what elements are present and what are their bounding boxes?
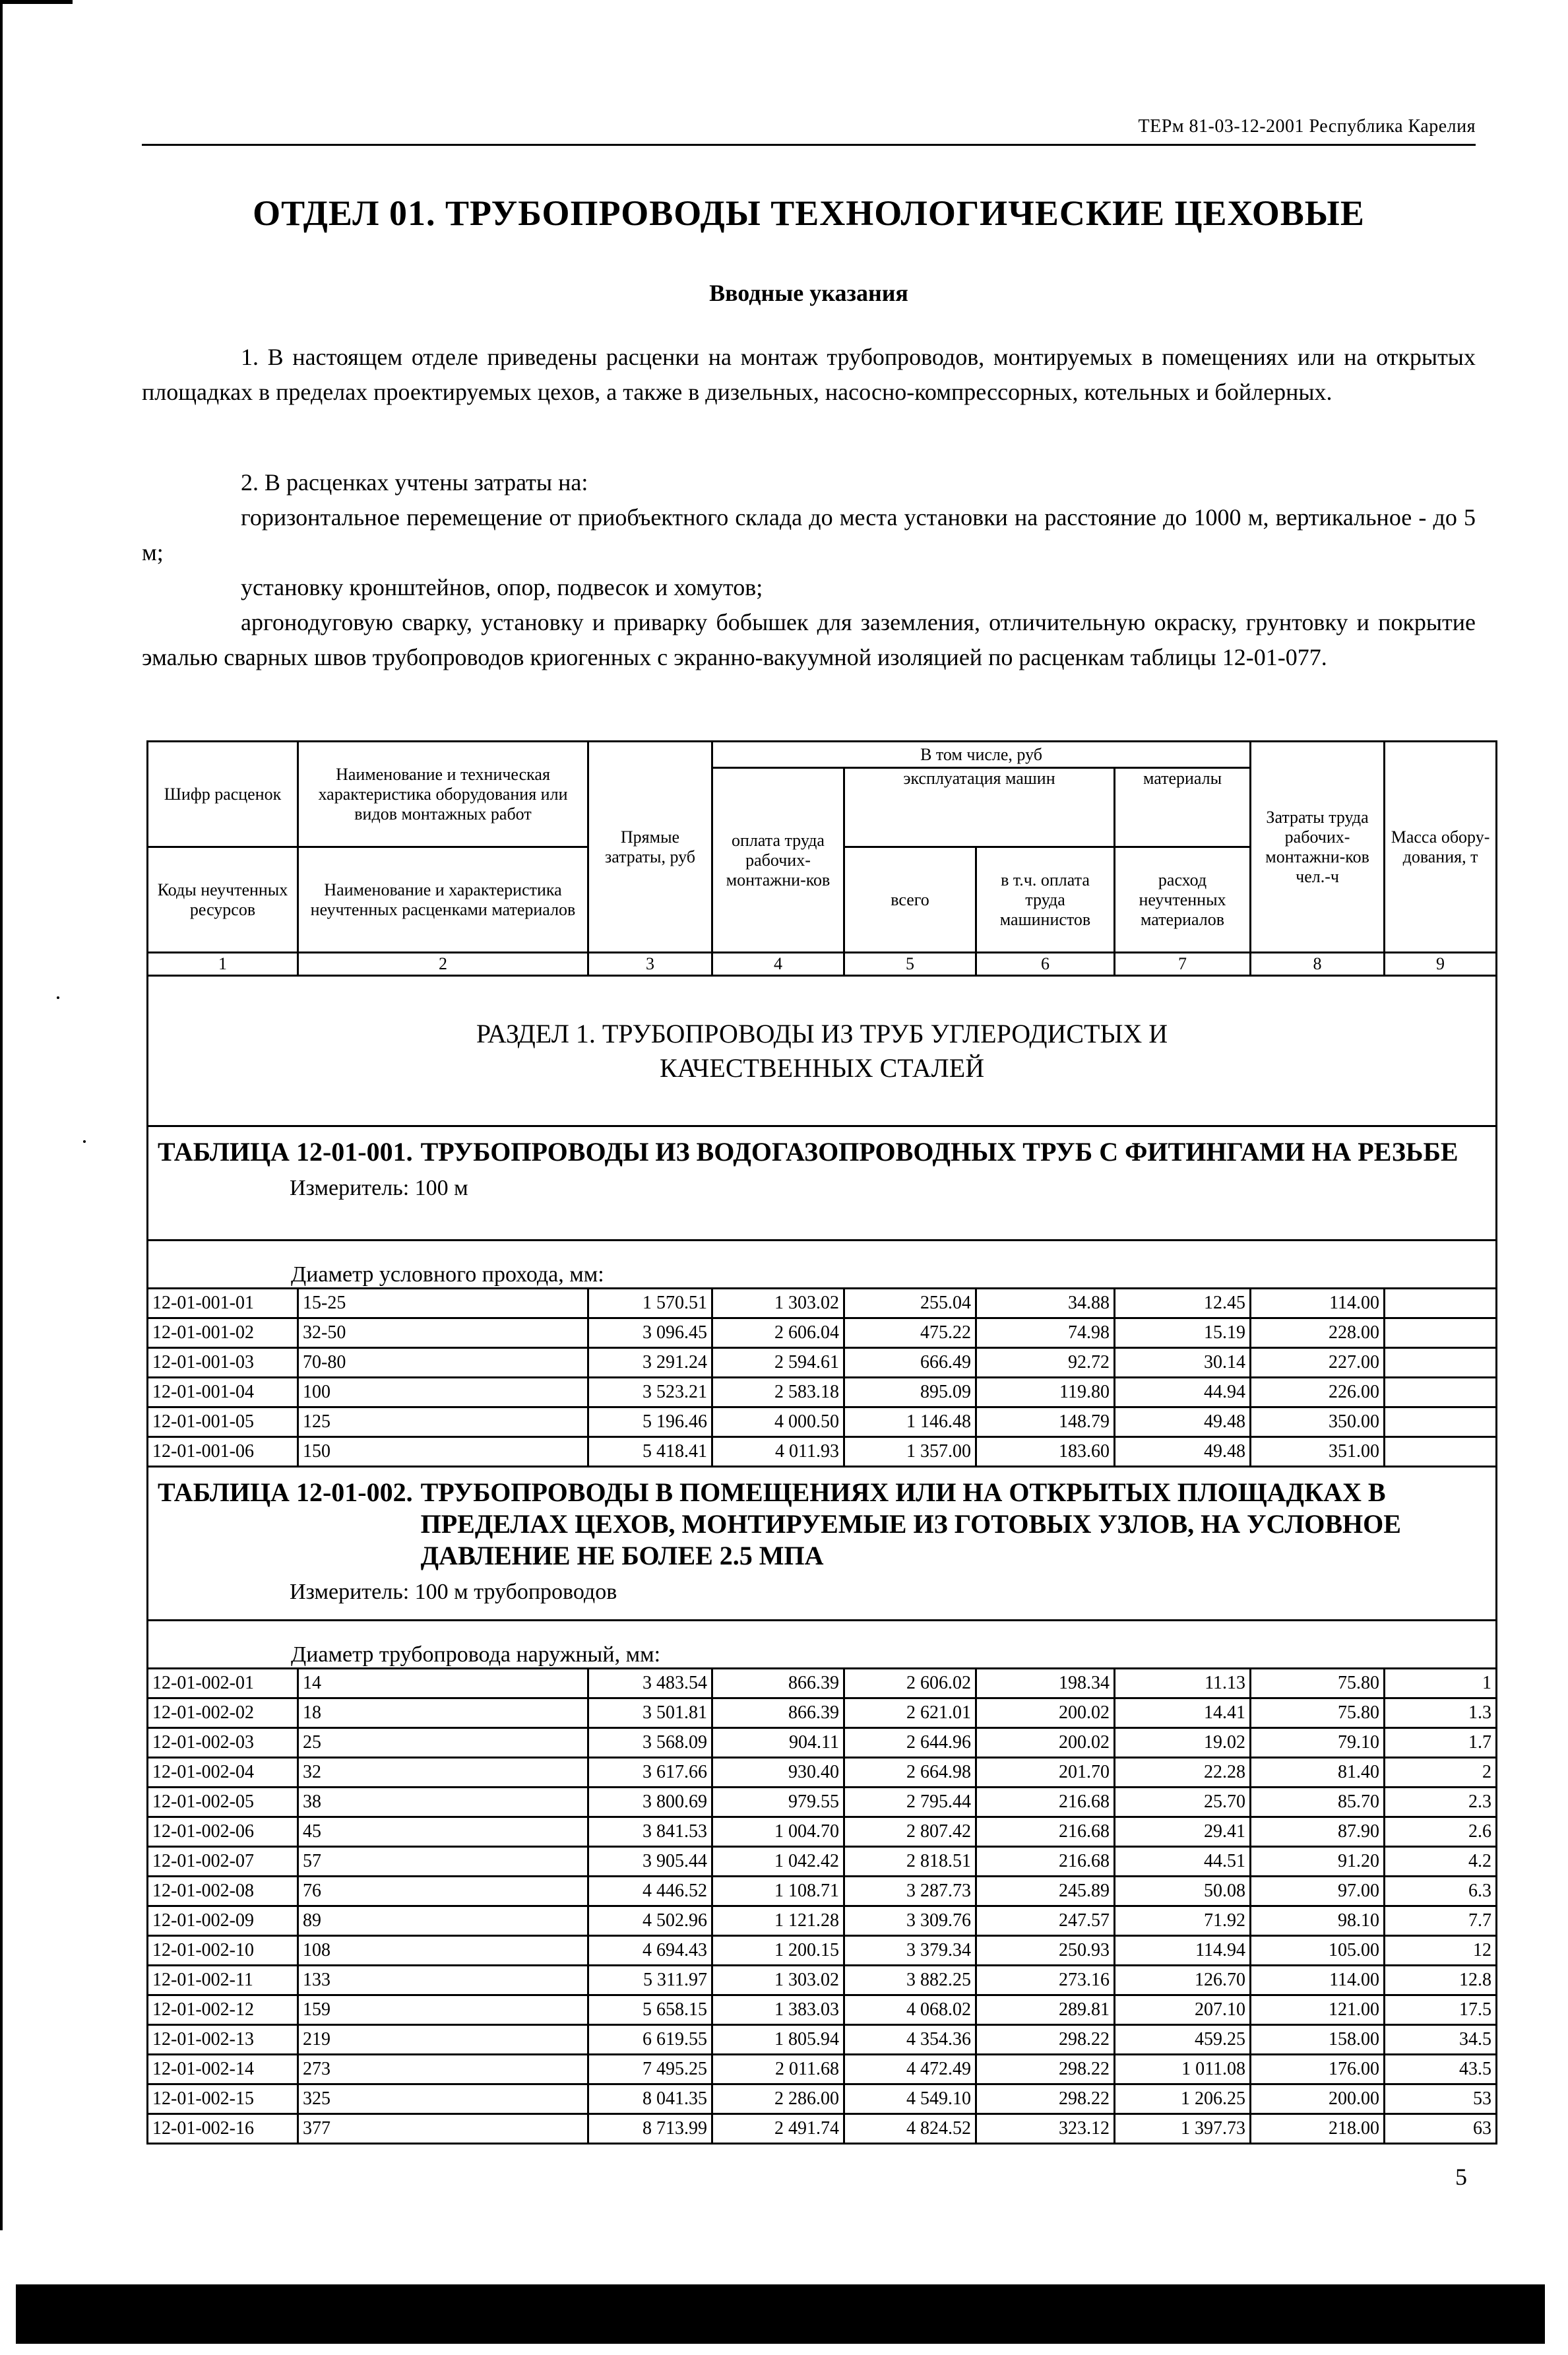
machinist-pay: 74.98 bbox=[976, 1318, 1115, 1348]
machinist-pay: 273.16 bbox=[976, 1966, 1115, 1995]
rate-code: 12-01-002-14 bbox=[148, 2055, 298, 2084]
machines-total: 3 379.34 bbox=[844, 1936, 976, 1966]
diameter: 14 bbox=[298, 1669, 588, 1698]
rate-code: 12-01-002-04 bbox=[148, 1758, 298, 1788]
diameter: 15-25 bbox=[298, 1289, 588, 1318]
header-direct-costs: Прямые затраты, руб bbox=[588, 742, 712, 953]
labor-pay: 1 383.03 bbox=[712, 1995, 844, 2025]
machines-total: 4 472.49 bbox=[844, 2055, 976, 2084]
machines-total: 1 357.00 bbox=[844, 1437, 976, 1467]
direct-costs: 3 483.54 bbox=[588, 1669, 712, 1698]
diameter: 70-80 bbox=[298, 1348, 588, 1378]
column-number: 9 bbox=[1385, 953, 1497, 976]
labor-pay: 1 303.02 bbox=[712, 1289, 844, 1318]
rate-code: 12-01-002-06 bbox=[148, 1817, 298, 1847]
header-rule bbox=[142, 144, 1476, 146]
machines-total: 4 549.10 bbox=[844, 2084, 976, 2114]
header-name: Наименование и техническая характеристика оборудования или видов монтажных работ bbox=[298, 742, 588, 847]
labor-hours: 121.00 bbox=[1251, 1995, 1385, 2025]
table-row bbox=[148, 1877, 1497, 1906]
table-subheading: Диаметр трубопровода наружный, мм: bbox=[148, 1621, 1497, 1669]
diameter: 32 bbox=[298, 1758, 588, 1788]
machinist-pay: 216.68 bbox=[976, 1788, 1115, 1817]
scan-speck bbox=[83, 1140, 86, 1143]
table-row bbox=[148, 2055, 1497, 2084]
labor-hours: 200.00 bbox=[1251, 2084, 1385, 2114]
diameter: 273 bbox=[298, 2055, 588, 2084]
labor-pay: 979.55 bbox=[712, 1788, 844, 1817]
table-12-01-001-body bbox=[148, 1289, 1497, 1467]
equipment-mass: 2 bbox=[1385, 1758, 1497, 1788]
rate-code: 12-01-002-10 bbox=[148, 1936, 298, 1966]
table-row bbox=[148, 1966, 1497, 1995]
materials: 207.10 bbox=[1115, 1995, 1251, 2025]
diameter: 25 bbox=[298, 1728, 588, 1758]
direct-costs: 7 495.25 bbox=[588, 2055, 712, 2084]
labor-hours: 350.00 bbox=[1251, 1407, 1385, 1437]
machinist-pay: 216.68 bbox=[976, 1847, 1115, 1877]
rate-code: 12-01-002-08 bbox=[148, 1877, 298, 1906]
equipment-mass: 34.5 bbox=[1385, 2025, 1497, 2055]
paragraph-text: 2. В расценках учтены затраты на: bbox=[241, 469, 588, 496]
equipment-mass: 2.6 bbox=[1385, 1817, 1497, 1847]
table-row bbox=[148, 2114, 1497, 2144]
equipment-mass bbox=[1385, 1378, 1497, 1407]
labor-pay: 1 108.71 bbox=[712, 1877, 844, 1906]
direct-costs: 3 501.81 bbox=[588, 1698, 712, 1728]
diameter: 150 bbox=[298, 1437, 588, 1467]
materials: 49.48 bbox=[1115, 1437, 1251, 1467]
direct-costs: 5 311.97 bbox=[588, 1966, 712, 1995]
table-row bbox=[148, 2084, 1497, 2114]
machinist-pay: 148.79 bbox=[976, 1407, 1115, 1437]
labor-pay: 2 606.04 bbox=[712, 1318, 844, 1348]
labor-hours: 85.70 bbox=[1251, 1788, 1385, 1817]
table-title-row bbox=[148, 1126, 1497, 1241]
materials: 14.41 bbox=[1115, 1698, 1251, 1728]
machines-total: 2 621.01 bbox=[844, 1698, 976, 1728]
table-measure-unit: Измеритель: 100 м трубопроводов bbox=[290, 1580, 617, 1604]
machinist-pay: 34.88 bbox=[976, 1289, 1115, 1318]
rate-code: 12-01-001-03 bbox=[148, 1348, 298, 1378]
table-measure-unit: Измеритель: 100 м bbox=[290, 1176, 468, 1200]
equipment-mass bbox=[1385, 1407, 1497, 1437]
rate-code: 12-01-002-13 bbox=[148, 2025, 298, 2055]
table-row bbox=[148, 1289, 1497, 1318]
labor-hours: 218.00 bbox=[1251, 2114, 1385, 2144]
direct-costs: 6 619.55 bbox=[588, 2025, 712, 2055]
machinist-pay: 200.02 bbox=[976, 1728, 1115, 1758]
header-machines-total: всего bbox=[844, 847, 976, 953]
machines-total: 3 882.25 bbox=[844, 1966, 976, 1995]
running-head: ТЕРм 81-03-12-2001 Республика Карелия bbox=[1138, 116, 1476, 137]
materials: 30.14 bbox=[1115, 1348, 1251, 1378]
direct-costs: 8 041.35 bbox=[588, 2084, 712, 2114]
page-number: 5 bbox=[1455, 2164, 1467, 2190]
labor-hours: 98.10 bbox=[1251, 1906, 1385, 1936]
labor-pay: 2 491.74 bbox=[712, 2114, 844, 2144]
table-row bbox=[148, 2025, 1497, 2055]
labor-hours: 87.90 bbox=[1251, 1817, 1385, 1847]
machines-total: 475.22 bbox=[844, 1318, 976, 1348]
machinist-pay: 323.12 bbox=[976, 2114, 1115, 2144]
diameter: 133 bbox=[298, 1966, 588, 1995]
rate-code: 12-01-002-15 bbox=[148, 2084, 298, 2114]
equipment-mass: 1.3 bbox=[1385, 1698, 1497, 1728]
rate-code: 12-01-001-06 bbox=[148, 1437, 298, 1467]
column-number: 1 bbox=[148, 953, 298, 976]
labor-pay: 930.40 bbox=[712, 1758, 844, 1788]
materials: 29.41 bbox=[1115, 1817, 1251, 1847]
materials: 71.92 bbox=[1115, 1906, 1251, 1936]
direct-costs: 4 446.52 bbox=[588, 1877, 712, 1906]
labor-pay: 1 004.70 bbox=[712, 1817, 844, 1847]
equipment-mass: 1 bbox=[1385, 1669, 1497, 1698]
diameter: 32-50 bbox=[298, 1318, 588, 1348]
machines-total: 2 644.96 bbox=[844, 1728, 976, 1758]
direct-costs: 3 291.24 bbox=[588, 1348, 712, 1378]
labor-pay: 866.39 bbox=[712, 1698, 844, 1728]
machines-total: 895.09 bbox=[844, 1378, 976, 1407]
materials: 22.28 bbox=[1115, 1758, 1251, 1788]
machinist-pay: 198.34 bbox=[976, 1669, 1115, 1698]
rate-code: 12-01-002-11 bbox=[148, 1966, 298, 1995]
equipment-mass bbox=[1385, 1348, 1497, 1378]
diameter: 38 bbox=[298, 1788, 588, 1817]
equipment-mass: 53 bbox=[1385, 2084, 1497, 2114]
labor-hours: 105.00 bbox=[1251, 1936, 1385, 1966]
labor-hours: 114.00 bbox=[1251, 1966, 1385, 1995]
table-title: ТРУБОПРОВОДЫ В ПОМЕЩЕНИЯХ ИЛИ НА ОТКРЫТЫХ ПЛОЩАДКАХ В ПРЕДЕЛАХ ЦЕХОВ, МОНТИРУЕМЫЕ ИЗ ГОТОВЫХ УЗЛОВ, НА УСЛОВНОЕ ДАВЛЕНИЕ НЕ БОЛЕЕ 2.5 МПА bbox=[420, 1477, 1401, 1570]
header-equipment-mass: Масса обору-дования, т bbox=[1385, 742, 1497, 953]
diameter: 377 bbox=[298, 2114, 588, 2144]
direct-costs: 4 502.96 bbox=[588, 1906, 712, 1936]
column-numbers-row bbox=[148, 953, 1497, 976]
machinist-pay: 119.80 bbox=[976, 1378, 1115, 1407]
labor-hours: 158.00 bbox=[1251, 2025, 1385, 2055]
materials: 114.94 bbox=[1115, 1936, 1251, 1966]
diameter: 125 bbox=[298, 1407, 588, 1437]
machinist-pay: 216.68 bbox=[976, 1817, 1115, 1847]
page-title: ОТДЕЛ 01. ТРУБОПРОВОДЫ ТЕХНОЛОГИЧЕСКИЕ ЦЕХОВЫЕ bbox=[253, 193, 1365, 233]
column-number: 7 bbox=[1115, 953, 1251, 976]
section-title bbox=[148, 976, 1497, 1126]
machines-total: 3 287.73 bbox=[844, 1877, 976, 1906]
direct-costs: 8 713.99 bbox=[588, 2114, 712, 2144]
labor-pay: 4 000.50 bbox=[712, 1407, 844, 1437]
table-row bbox=[148, 1378, 1497, 1407]
table-title-row bbox=[148, 1467, 1497, 1621]
subhead-row bbox=[148, 1241, 1497, 1289]
materials: 15.19 bbox=[1115, 1318, 1251, 1348]
intro-title: Вводные указания bbox=[709, 280, 908, 306]
rate-code: 12-01-001-05 bbox=[148, 1407, 298, 1437]
scan-border-top bbox=[0, 0, 73, 4]
machines-total: 4 068.02 bbox=[844, 1995, 976, 2025]
labor-pay: 1 303.02 bbox=[712, 1966, 844, 1995]
rate-code: 12-01-002-12 bbox=[148, 1995, 298, 2025]
machinist-pay: 298.22 bbox=[976, 2055, 1115, 2084]
equipment-mass: 2.3 bbox=[1385, 1788, 1497, 1817]
machinist-pay: 200.02 bbox=[976, 1698, 1115, 1728]
labor-hours: 75.80 bbox=[1251, 1698, 1385, 1728]
rate-code: 12-01-001-01 bbox=[148, 1289, 298, 1318]
table-title-block bbox=[148, 1467, 1497, 1621]
materials: 459.25 bbox=[1115, 2025, 1251, 2055]
rate-code: 12-01-002-09 bbox=[148, 1906, 298, 1936]
equipment-mass bbox=[1385, 1289, 1497, 1318]
header-machines-group: эксплуатация машин bbox=[844, 768, 1115, 847]
diameter: 325 bbox=[298, 2084, 588, 2114]
rate-code: 12-01-002-05 bbox=[148, 1788, 298, 1817]
materials: 44.94 bbox=[1115, 1378, 1251, 1407]
column-number: 5 bbox=[844, 953, 976, 976]
direct-costs: 4 694.43 bbox=[588, 1936, 712, 1966]
labor-hours: 81.40 bbox=[1251, 1758, 1385, 1788]
table-row bbox=[148, 1698, 1497, 1728]
section-title-line: РАЗДЕЛ 1. ТРУБОПРОВОДЫ ИЗ ТРУБ УГЛЕРОДИСТЫХ И bbox=[476, 1018, 1168, 1048]
equipment-mass: 6.3 bbox=[1385, 1877, 1497, 1906]
labor-pay: 866.39 bbox=[712, 1669, 844, 1698]
section-title-line: КАЧЕСТВЕННЫХ СТАЛЕЙ bbox=[659, 1052, 985, 1083]
column-number: 3 bbox=[588, 953, 712, 976]
direct-costs: 3 905.44 bbox=[588, 1847, 712, 1877]
header-in-total-group: В том числе, руб bbox=[712, 742, 1251, 768]
diameter: 159 bbox=[298, 1995, 588, 2025]
labor-hours: 226.00 bbox=[1251, 1378, 1385, 1407]
machinist-pay: 92.72 bbox=[976, 1348, 1115, 1378]
labor-pay: 904.11 bbox=[712, 1728, 844, 1758]
direct-costs: 3 617.66 bbox=[588, 1758, 712, 1788]
equipment-mass: 43.5 bbox=[1385, 2055, 1497, 2084]
table-number: ТАБЛИЦА 12-01-001. bbox=[158, 1137, 413, 1167]
labor-hours: 79.10 bbox=[1251, 1728, 1385, 1758]
direct-costs: 5 418.41 bbox=[588, 1437, 712, 1467]
rate-code: 12-01-002-01 bbox=[148, 1669, 298, 1698]
paragraph-text: аргонодуговую сварку, установку и приварку бобышек для заземления, отличительную окраску, грунтовку и покрытие эмалью сварных швов трубопроводов криогенных с экранно-вакуумной изоляцией по расценкам таблицы 12-01-077. bbox=[142, 609, 1476, 670]
equipment-mass: 63 bbox=[1385, 2114, 1497, 2144]
table-number: ТАБЛИЦА 12-01-002. bbox=[158, 1477, 413, 1507]
labor-hours: 75.80 bbox=[1251, 1669, 1385, 1698]
direct-costs: 5 196.46 bbox=[588, 1407, 712, 1437]
labor-pay: 1 200.15 bbox=[712, 1936, 844, 1966]
machinist-pay: 250.93 bbox=[976, 1936, 1115, 1966]
table-row bbox=[148, 1847, 1497, 1877]
rate-code: 12-01-001-02 bbox=[148, 1318, 298, 1348]
labor-pay: 1 805.94 bbox=[712, 2025, 844, 2055]
machines-total: 1 146.48 bbox=[844, 1407, 976, 1437]
materials: 49.48 bbox=[1115, 1407, 1251, 1437]
column-number: 6 bbox=[976, 953, 1115, 976]
labor-hours: 227.00 bbox=[1251, 1348, 1385, 1378]
materials: 1 206.25 bbox=[1115, 2084, 1251, 2114]
machinist-pay: 247.57 bbox=[976, 1906, 1115, 1936]
equipment-mass bbox=[1385, 1318, 1497, 1348]
intro-paragraph-2 bbox=[142, 465, 1476, 675]
machinist-pay: 201.70 bbox=[976, 1758, 1115, 1788]
table-subheading: Диаметр условного прохода, мм: bbox=[148, 1241, 1497, 1289]
machines-total: 2 807.42 bbox=[844, 1817, 976, 1847]
column-number: 4 bbox=[712, 953, 844, 976]
machines-total: 2 606.02 bbox=[844, 1669, 976, 1698]
table-row bbox=[148, 1669, 1497, 1698]
scan-border-left bbox=[0, 0, 3, 2230]
materials: 11.13 bbox=[1115, 1669, 1251, 1698]
header-labor-hours: Затраты труда рабочих-монтажни-ков чел.-ч bbox=[1251, 742, 1385, 953]
table-row bbox=[148, 1348, 1497, 1378]
equipment-mass bbox=[1385, 1437, 1497, 1467]
machinist-pay: 245.89 bbox=[976, 1877, 1115, 1906]
table-title-block bbox=[148, 1126, 1497, 1241]
machinist-pay: 298.22 bbox=[976, 2084, 1115, 2114]
rates-table bbox=[146, 740, 1497, 2145]
direct-costs: 3 800.69 bbox=[588, 1788, 712, 1817]
header-code: Шифр расценок bbox=[148, 742, 298, 847]
equipment-mass: 17.5 bbox=[1385, 1995, 1497, 2025]
diameter: 219 bbox=[298, 2025, 588, 2055]
diameter: 57 bbox=[298, 1847, 588, 1877]
table-title: ТРУБОПРОВОДЫ ИЗ ВОДОГАЗОПРОВОДНЫХ ТРУБ С ФИТИНГАМИ НА РЕЗЬБЕ bbox=[420, 1137, 1458, 1167]
materials: 12.45 bbox=[1115, 1289, 1251, 1318]
diameter: 100 bbox=[298, 1378, 588, 1407]
table-row bbox=[148, 1788, 1497, 1817]
materials: 1 011.08 bbox=[1115, 2055, 1251, 2084]
table-row bbox=[148, 1728, 1497, 1758]
materials: 19.02 bbox=[1115, 1728, 1251, 1758]
header-materials-group: материалы bbox=[1115, 768, 1251, 847]
materials: 50.08 bbox=[1115, 1877, 1251, 1906]
labor-pay: 2 286.00 bbox=[712, 2084, 844, 2114]
labor-hours: 114.00 bbox=[1251, 1289, 1385, 1318]
diameter: 45 bbox=[298, 1817, 588, 1847]
paragraph-text: 1. В настоящем отделе приведены расценки на монтаж трубопроводов, монтируемых в помещениях или на открытых площадках в пределах проектируемых цехов, а также в дизельных, насосно-компрессорных, котельных и бойлерных. bbox=[142, 344, 1476, 405]
equipment-mass: 1.7 bbox=[1385, 1728, 1497, 1758]
rate-code: 12-01-002-16 bbox=[148, 2114, 298, 2144]
table-row bbox=[148, 1936, 1497, 1966]
table-row bbox=[148, 1817, 1497, 1847]
table-row bbox=[148, 1437, 1497, 1467]
table-row bbox=[148, 1318, 1497, 1348]
equipment-mass: 4.2 bbox=[1385, 1847, 1497, 1877]
machines-total: 4 354.36 bbox=[844, 2025, 976, 2055]
machines-total: 2 664.98 bbox=[844, 1758, 976, 1788]
direct-costs: 3 568.09 bbox=[588, 1728, 712, 1758]
labor-pay: 2 594.61 bbox=[712, 1348, 844, 1378]
header-materials-consumption: расход неучтенных материалов bbox=[1115, 847, 1251, 953]
column-number: 2 bbox=[298, 953, 588, 976]
table-row bbox=[148, 1906, 1497, 1936]
labor-pay: 2 583.18 bbox=[712, 1378, 844, 1407]
labor-hours: 91.20 bbox=[1251, 1847, 1385, 1877]
direct-costs: 3 841.53 bbox=[588, 1817, 712, 1847]
column-number: 8 bbox=[1251, 953, 1385, 976]
rate-code: 12-01-002-07 bbox=[148, 1847, 298, 1877]
materials: 44.51 bbox=[1115, 1847, 1251, 1877]
machines-total: 3 309.76 bbox=[844, 1906, 976, 1936]
labor-hours: 228.00 bbox=[1251, 1318, 1385, 1348]
table-row bbox=[148, 1995, 1497, 2025]
labor-hours: 351.00 bbox=[1251, 1437, 1385, 1467]
subhead-row bbox=[148, 1621, 1497, 1669]
machines-total: 255.04 bbox=[844, 1289, 976, 1318]
direct-costs: 3 096.45 bbox=[588, 1318, 712, 1348]
labor-hours: 97.00 bbox=[1251, 1877, 1385, 1906]
direct-costs: 1 570.51 bbox=[588, 1289, 712, 1318]
intro-paragraph-1 bbox=[142, 340, 1476, 410]
materials: 1 397.73 bbox=[1115, 2114, 1251, 2144]
materials: 25.70 bbox=[1115, 1788, 1251, 1817]
header-unaccounted-materials: Наименование и характеристика неучтенных расценками материалов bbox=[298, 847, 588, 953]
diameter: 76 bbox=[298, 1877, 588, 1906]
equipment-mass: 12.8 bbox=[1385, 1966, 1497, 1995]
rate-code: 12-01-002-03 bbox=[148, 1728, 298, 1758]
rate-code: 12-01-002-02 bbox=[148, 1698, 298, 1728]
scan-speck bbox=[57, 996, 59, 999]
section-row bbox=[148, 976, 1497, 1126]
machines-total: 4 824.52 bbox=[844, 2114, 976, 2144]
table-row bbox=[148, 1407, 1497, 1437]
diameter: 89 bbox=[298, 1906, 588, 1936]
rate-code: 12-01-001-04 bbox=[148, 1378, 298, 1407]
machinist-pay: 289.81 bbox=[976, 1995, 1115, 2025]
labor-pay: 4 011.93 bbox=[712, 1437, 844, 1467]
labor-pay: 2 011.68 bbox=[712, 2055, 844, 2084]
equipment-mass: 12 bbox=[1385, 1936, 1497, 1966]
materials: 126.70 bbox=[1115, 1966, 1251, 1995]
machinist-pay: 298.22 bbox=[976, 2025, 1115, 2055]
paragraph-text: горизонтальное перемещение от приобъектного склада до места установки на расстояние до 1000 м, вертикальное - до 5 м; bbox=[142, 504, 1476, 565]
labor-pay: 1 042.42 bbox=[712, 1847, 844, 1877]
labor-hours: 176.00 bbox=[1251, 2055, 1385, 2084]
header-unaccounted-codes: Коды неучтенных ресурсов bbox=[148, 847, 298, 953]
machinist-pay: 183.60 bbox=[976, 1437, 1115, 1467]
machines-total: 2 818.51 bbox=[844, 1847, 976, 1877]
labor-pay: 1 121.28 bbox=[712, 1906, 844, 1936]
direct-costs: 5 658.15 bbox=[588, 1995, 712, 2025]
diameter: 18 bbox=[298, 1698, 588, 1728]
scan-bottom-bar bbox=[16, 2284, 1545, 2344]
header-labor-pay: оплата труда рабочих-монтажни-ков bbox=[712, 768, 844, 953]
header-machinist-pay: в т.ч. оплата труда машинистов bbox=[976, 847, 1115, 953]
table-12-01-002-body bbox=[148, 1669, 1497, 2144]
diameter: 108 bbox=[298, 1936, 588, 1966]
machines-total: 2 795.44 bbox=[844, 1788, 976, 1817]
direct-costs: 3 523.21 bbox=[588, 1378, 712, 1407]
table-row bbox=[148, 1758, 1497, 1788]
machines-total: 666.49 bbox=[844, 1348, 976, 1378]
paragraph-text: установку кронштейнов, опор, подвесок и хомутов; bbox=[241, 574, 763, 600]
equipment-mass: 7.7 bbox=[1385, 1906, 1497, 1936]
